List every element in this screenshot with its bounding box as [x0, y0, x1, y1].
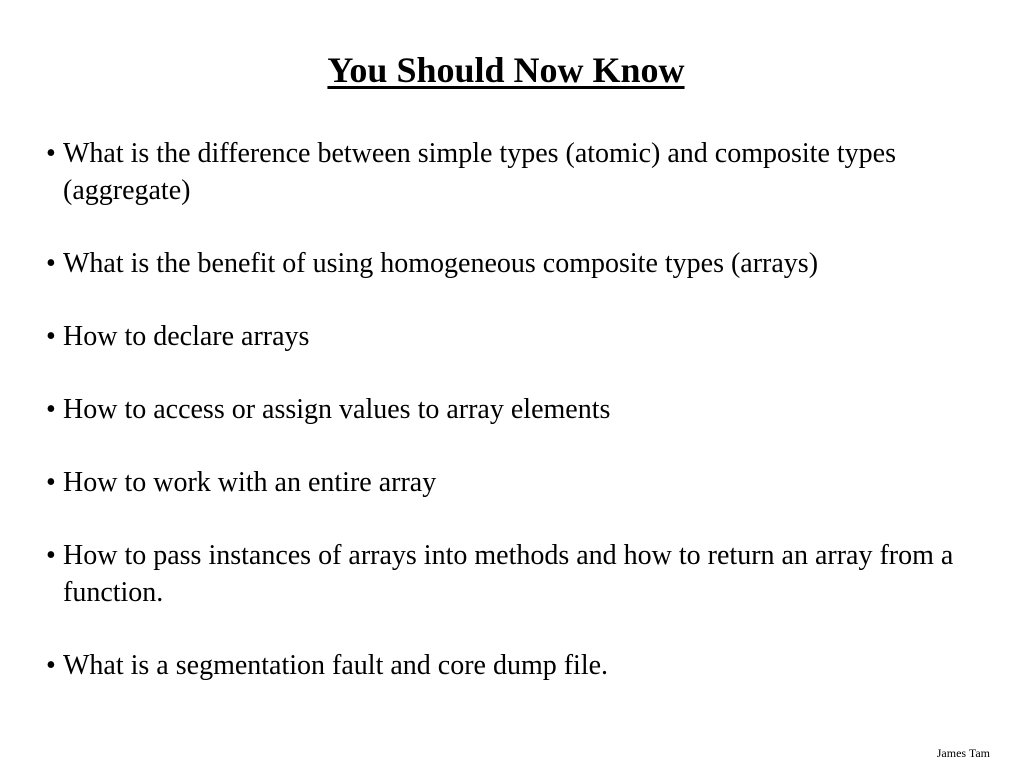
bullet-text: How to access or assign values to array elements: [63, 394, 611, 425]
author-footer: James Tam: [936, 746, 990, 760]
bullet-item: [46, 135, 966, 209]
bullet-icon: •: [46, 467, 56, 498]
bullet-text: What is the benefit of using homogeneous composite types (arrays): [63, 248, 819, 279]
bullet-item: [46, 391, 966, 428]
bullet-icon: •: [46, 394, 56, 425]
slide-title: You Should Now Know: [327, 50, 685, 90]
bullet-item: [46, 245, 966, 282]
bullet-item: [46, 647, 966, 684]
bullet-item: [46, 537, 966, 611]
bullet-text: How to work with an entire array: [63, 467, 437, 498]
bullet-icon: •: [46, 321, 56, 352]
bullet-list: [46, 135, 966, 720]
bullet-text: How to declare arrays: [63, 321, 310, 352]
bullet-item: [46, 464, 966, 501]
bullet-text: What is a segmentation fault and core dump file.: [63, 650, 609, 681]
bullet-text: How to pass instances of arrays into methods and how to return an array from a function.: [63, 540, 954, 608]
bullet-icon: •: [46, 248, 56, 279]
bullet-icon: •: [46, 650, 56, 681]
bullet-icon: •: [46, 138, 56, 169]
bullet-text: What is the difference between simple types (atomic) and composite types (aggregate): [63, 138, 896, 206]
bullet-item: [46, 318, 966, 355]
bullet-icon: •: [46, 540, 56, 571]
